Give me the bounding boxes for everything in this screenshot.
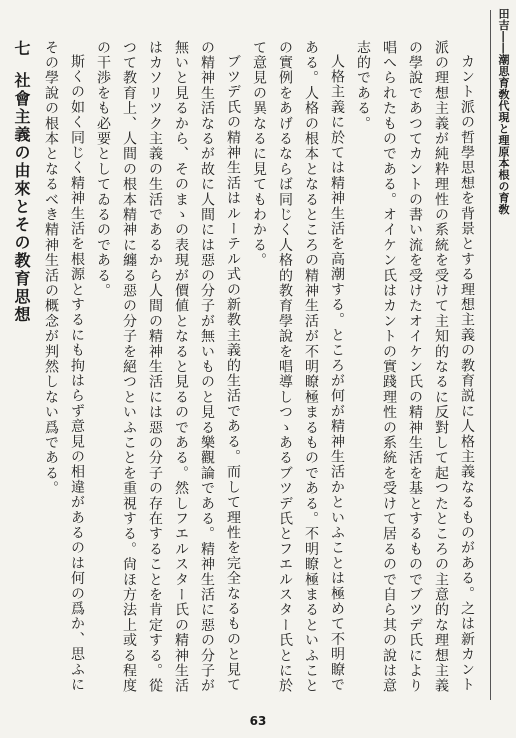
section-heading [8, 40, 34, 700]
page-number: 63 [249, 714, 267, 728]
body-text [12, 40, 480, 700]
paragraph-4: 斯くの如く同じく精神生活を根源とするにも拘はらず意見の相違があるのは何の爲か、思ふにその學說の根本となるべき精神生活の概念が判然しない爲である。 [43, 40, 85, 693]
paragraph-3: ブツデ氏の精神生活はルーテル式の新教主義的生活である。而して理性を完全なるものと見ての精神生活なるが故に人間には惡の分子が無いものと見る樂觀論である。精神生活に惡の分子が無いと見るから、そのまゝの表現が價値となると見るのである。然しフエルスター氏の精神生活はカソリツク主義の生活であるから人間の精神生活には惡の分子の存在することを肯定する。從つて教育上、人間の根本精神に纏る惡の分子を絕つといふことを重視する。尙ほ方法上或る程度の干渉をも必要としてゐるのである。 [95, 40, 241, 694]
paragraph-2: 人格主義に於ては精神生活を高潮する。ところが何が精神生活かといふことは極めて不明瞭である。人格の根本となるところの精神生活が不明瞭極まるものである。不明瞭極まるといふことの實例をあげるならば同じく人格的教育學說を唱導しつゝあるブツデ氏とフエルスター氏とに於て意見の異なるに見てもわかる。 [251, 40, 345, 694]
section-title: 社會主義の由來とその教育思想 [12, 72, 31, 324]
running-header: 田吉――潮思育敎代現と理原本根の育敎 [497, 8, 510, 215]
section-number: 七 [12, 40, 31, 58]
header-rule [490, 10, 491, 700]
paragraph-1: カント派の哲學思想を背景とする理想主義の教育説に人格主義なるものがある。之は新カント派の理想主義が純粋理性の系統を受けて主知的なるに反對して起つたところの主意的な理想主義の學說であつてカントの書い流を受けたオイケン氏の精神生活を基とするものでブツデ氏により唱へられたものである。オイケン氏はカントの實踐理性の系統を受けて居るので自ら其の說は意志的である。 [355, 40, 475, 694]
